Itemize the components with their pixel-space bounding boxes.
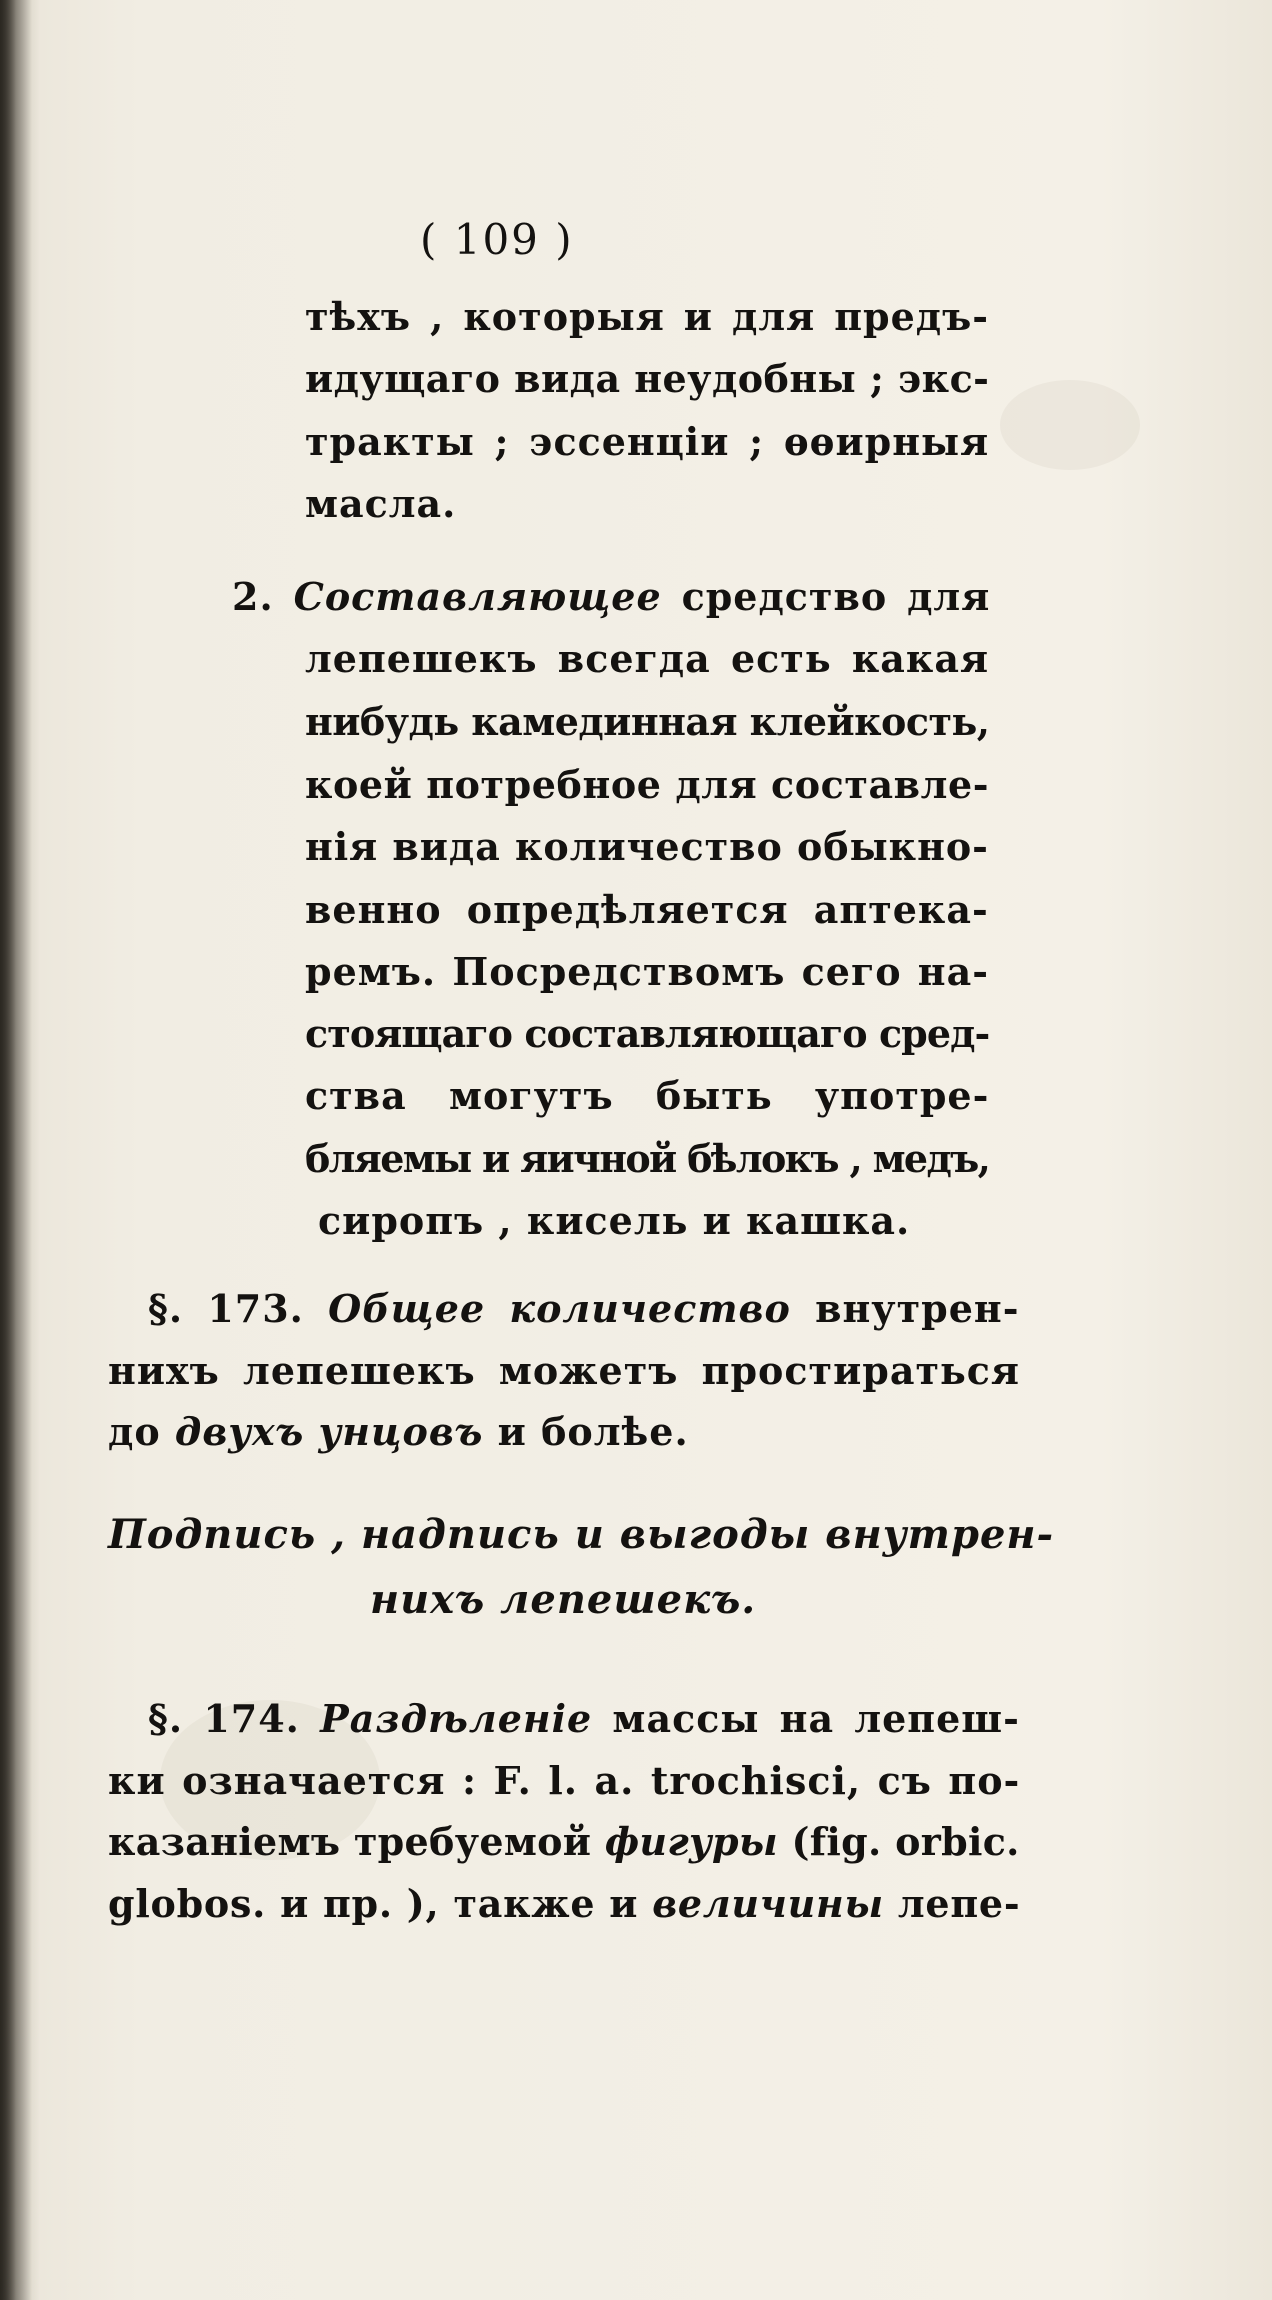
text-line <box>305 356 990 401</box>
text-span: §. 173. <box>148 1286 329 1331</box>
section-heading-line-2: нихъ лепешекъ. <box>370 1576 757 1623</box>
text-line <box>148 1696 1020 1741</box>
text-line <box>108 1819 1020 1864</box>
text-span: сиропъ , кисель и кашка. <box>318 1198 911 1243</box>
text-span: лепе- <box>883 1881 1021 1926</box>
text-span: идущаго вида неудобны ; экс- <box>305 356 990 401</box>
text-line <box>305 1011 990 1056</box>
text-line <box>305 481 457 526</box>
text-span: стоящаго составляющаго сред- <box>305 1011 990 1056</box>
italic-text: Раздѣленіе <box>320 1696 593 1741</box>
text-span: коей потребное для составле- <box>305 762 990 807</box>
text-line <box>305 294 990 339</box>
page-number-header: ( 109 ) <box>420 215 574 264</box>
text-line <box>305 762 990 807</box>
text-span: средство для <box>661 574 991 619</box>
paper-stain <box>1000 380 1140 470</box>
italic-text: фигуры <box>604 1819 778 1864</box>
text-span: нихъ лепешекъ можетъ простираться <box>108 1348 1020 1393</box>
text-line <box>108 1758 1021 1803</box>
italic-text: Составляющее <box>293 574 662 619</box>
text-span: венно опредѣляется аптека- <box>305 887 989 932</box>
text-span: ремъ. Посредствомъ сего на- <box>305 949 990 994</box>
text-span: до <box>108 1409 175 1454</box>
text-span: тракты ; эссенціи ; ѳѳирныя <box>305 419 990 464</box>
italic-text: Общее количество <box>328 1286 791 1331</box>
text-span: ства могутъ быть употре- <box>305 1073 990 1118</box>
text-span: тѣхъ , которыя и для предъ- <box>305 294 990 339</box>
text-line <box>108 1409 689 1454</box>
text-line <box>305 1136 990 1181</box>
text-line <box>305 699 990 744</box>
section-heading-line-1: Подпись , надпись и выгоды внутрен- <box>108 1511 1055 1558</box>
text-span: нибудь камединная клейкость, <box>305 699 990 744</box>
page-gutter <box>0 0 32 2300</box>
italic-text: двухъ унцовъ <box>174 1409 484 1454</box>
text-span: (fig. orbic. <box>777 1819 1020 1864</box>
text-line <box>305 887 989 932</box>
italic-text: величины <box>652 1881 884 1926</box>
text-line <box>108 1348 1020 1393</box>
text-line <box>305 1073 990 1118</box>
text-line <box>305 949 990 994</box>
text-span: и болѣе. <box>483 1409 689 1454</box>
text-line <box>305 636 990 681</box>
text-line <box>232 574 991 619</box>
text-span: ки означается : F. l. a. trochisci, съ по- <box>108 1758 1021 1803</box>
text-line <box>108 1881 1021 1926</box>
text-span: globos. и пр. ), также и <box>108 1881 653 1926</box>
text-span: масла. <box>305 481 457 526</box>
text-span: бляемы и яичной бѣлокъ , медъ, <box>305 1136 990 1181</box>
text-span: казаніемъ требуемой <box>108 1819 605 1864</box>
text-line <box>148 1286 1020 1331</box>
text-line <box>305 824 989 869</box>
text-line <box>305 419 990 464</box>
text-span: лепешекъ всегда есть какая <box>305 636 990 681</box>
text-span: 2. <box>232 574 294 619</box>
text-span: нія вида количество обыкно- <box>305 824 989 869</box>
text-span: внутрен- <box>790 1286 1020 1331</box>
text-span: массы на лепеш- <box>592 1696 1020 1741</box>
text-span: §. 174. <box>148 1696 321 1741</box>
text-line <box>318 1198 911 1243</box>
